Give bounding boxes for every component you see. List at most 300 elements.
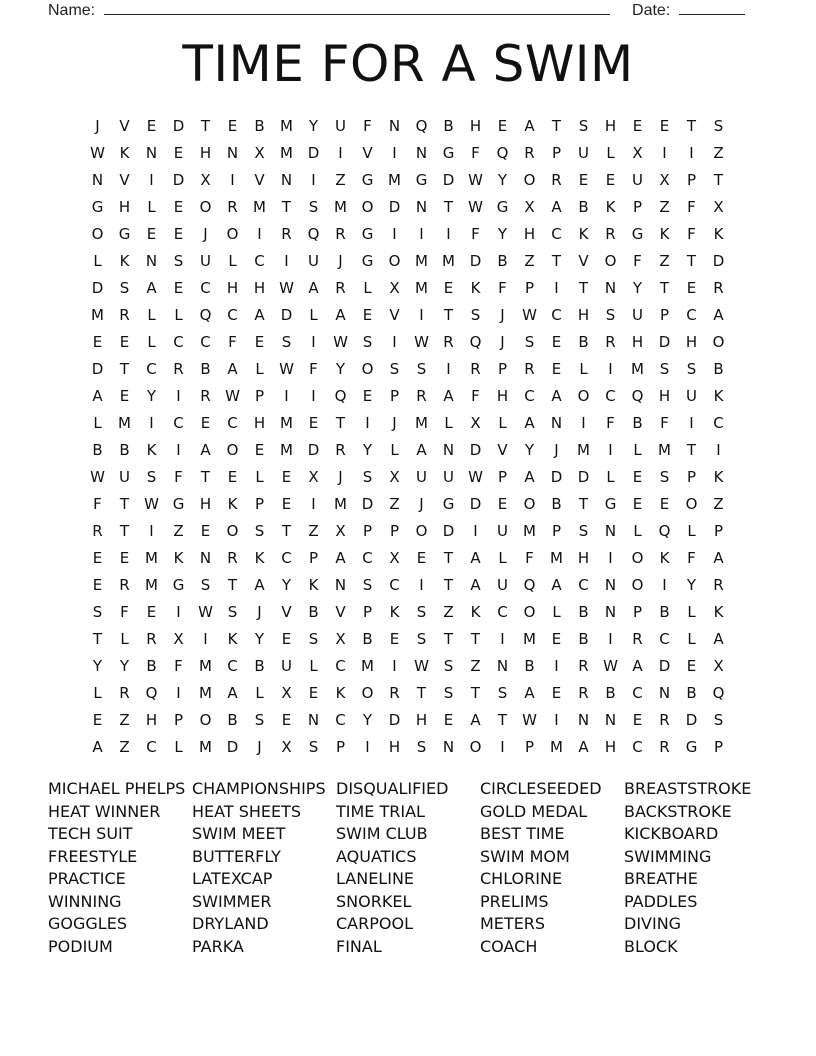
grid-letter[interactable]: S xyxy=(200,575,211,594)
grid-letter[interactable]: B xyxy=(551,494,562,513)
grid-letter[interactable]: S xyxy=(254,710,265,729)
grid-letter[interactable]: U xyxy=(335,116,346,135)
grid-letter[interactable]: A xyxy=(92,386,103,405)
grid-letter[interactable]: N xyxy=(442,440,455,459)
grid-letter[interactable]: F xyxy=(471,386,480,405)
grid-letter[interactable]: G xyxy=(415,170,428,189)
grid-letter[interactable]: B xyxy=(686,683,697,702)
grid-letter[interactable]: L xyxy=(93,251,102,270)
grid-letter[interactable]: H xyxy=(118,197,131,216)
grid-letter[interactable]: O xyxy=(226,440,239,459)
grid-letter[interactable]: D xyxy=(361,494,374,513)
grid-letter[interactable]: M xyxy=(145,548,158,567)
grid-letter[interactable]: V xyxy=(281,602,292,621)
grid-letter[interactable]: N xyxy=(604,278,617,297)
grid-letter[interactable]: H xyxy=(604,116,617,135)
grid-letter[interactable]: R xyxy=(281,224,292,243)
grid-letter[interactable]: Q xyxy=(334,386,347,405)
grid-letter[interactable]: A xyxy=(470,710,481,729)
grid-letter[interactable]: C xyxy=(227,413,238,432)
grid-letter[interactable]: N xyxy=(604,575,617,594)
grid-letter[interactable]: A xyxy=(335,305,346,324)
grid-letter[interactable]: I xyxy=(392,224,397,243)
grid-letter[interactable]: Q xyxy=(199,305,212,324)
grid-letter[interactable]: N xyxy=(415,197,428,216)
grid-letter[interactable]: L xyxy=(174,305,183,324)
grid-letter[interactable]: M xyxy=(280,440,293,459)
grid-letter[interactable]: C xyxy=(200,278,211,297)
grid-letter[interactable]: J xyxy=(392,413,397,432)
grid-letter[interactable]: B xyxy=(578,332,589,351)
grid-letter[interactable]: H xyxy=(388,737,401,756)
grid-letter[interactable]: T xyxy=(443,575,454,594)
grid-letter[interactable]: G xyxy=(442,143,455,162)
grid-letter[interactable]: A xyxy=(713,629,724,648)
grid-letter[interactable]: B xyxy=(92,440,103,459)
grid-letter[interactable]: O xyxy=(523,494,536,513)
grid-letter[interactable]: X xyxy=(308,467,319,486)
grid-letter[interactable]: H xyxy=(469,116,482,135)
grid-letter[interactable]: S xyxy=(389,359,400,378)
grid-letter[interactable]: A xyxy=(578,737,589,756)
grid-letter[interactable]: C xyxy=(659,629,670,648)
grid-letter[interactable]: M xyxy=(280,413,293,432)
grid-letter[interactable]: A xyxy=(335,548,346,567)
grid-letter[interactable]: A xyxy=(524,413,535,432)
grid-letter[interactable]: Z xyxy=(713,494,724,513)
grid-letter[interactable]: Y xyxy=(308,116,319,135)
grid-letter[interactable]: X xyxy=(632,143,643,162)
grid-letter[interactable]: N xyxy=(334,575,347,594)
grid-letter[interactable]: G xyxy=(631,224,644,243)
grid-letter[interactable]: B xyxy=(254,116,265,135)
grid-letter[interactable]: S xyxy=(686,359,697,378)
grid-letter[interactable]: W xyxy=(90,143,105,162)
grid-letter[interactable]: E xyxy=(227,467,238,486)
grid-letter[interactable]: H xyxy=(577,548,590,567)
grid-letter[interactable]: F xyxy=(309,359,318,378)
grid-letter[interactable]: N xyxy=(145,251,158,270)
grid-letter[interactable]: K xyxy=(389,602,400,621)
grid-letter[interactable]: E xyxy=(443,278,454,297)
grid-letter[interactable]: D xyxy=(172,116,185,135)
grid-letter[interactable]: K xyxy=(470,602,481,621)
grid-letter[interactable]: K xyxy=(659,548,670,567)
grid-letter[interactable]: G xyxy=(496,197,509,216)
grid-letter[interactable]: E xyxy=(362,305,373,324)
grid-letter[interactable]: L xyxy=(498,413,507,432)
grid-letter[interactable]: L xyxy=(255,359,264,378)
grid-letter[interactable]: D xyxy=(388,710,401,729)
grid-letter[interactable]: P xyxy=(713,521,724,540)
grid-letter[interactable]: P xyxy=(362,602,373,621)
grid-letter[interactable]: S xyxy=(443,683,454,702)
grid-letter[interactable]: W xyxy=(333,332,348,351)
grid-letter[interactable]: G xyxy=(685,737,698,756)
grid-letter[interactable]: E xyxy=(92,575,103,594)
grid-letter[interactable]: L xyxy=(309,656,318,675)
grid-letter[interactable]: R xyxy=(119,683,130,702)
grid-letter[interactable]: C xyxy=(254,251,265,270)
grid-letter[interactable]: L xyxy=(255,683,264,702)
grid-letter[interactable]: W xyxy=(279,359,294,378)
grid-letter[interactable]: J xyxy=(203,224,208,243)
grid-letter[interactable]: O xyxy=(631,548,644,567)
grid-letter[interactable]: J xyxy=(419,494,424,513)
grid-letter[interactable]: D xyxy=(307,440,320,459)
grid-letter[interactable]: E xyxy=(227,116,238,135)
grid-letter[interactable]: H xyxy=(199,143,212,162)
grid-letter[interactable]: E xyxy=(119,548,130,567)
grid-letter[interactable]: S xyxy=(443,656,454,675)
grid-letter[interactable]: N xyxy=(604,521,617,540)
grid-letter[interactable]: N xyxy=(307,710,320,729)
grid-letter[interactable]: M xyxy=(550,548,563,567)
grid-letter[interactable]: O xyxy=(415,521,428,540)
grid-letter[interactable]: E xyxy=(92,332,103,351)
grid-letter[interactable]: H xyxy=(226,278,239,297)
grid-letter[interactable]: V xyxy=(335,602,346,621)
grid-letter[interactable]: W xyxy=(198,602,213,621)
grid-letter[interactable]: H xyxy=(199,494,212,513)
grid-letter[interactable]: I xyxy=(176,683,181,702)
grid-letter[interactable]: S xyxy=(146,467,157,486)
grid-letter[interactable]: A xyxy=(146,278,157,297)
grid-letter[interactable]: S xyxy=(578,116,589,135)
grid-letter[interactable]: T xyxy=(200,467,211,486)
grid-letter[interactable]: D xyxy=(388,197,401,216)
grid-letter[interactable]: U xyxy=(308,251,319,270)
grid-letter[interactable]: E xyxy=(308,683,319,702)
grid-letter[interactable]: I xyxy=(662,143,667,162)
grid-letter[interactable]: A xyxy=(254,305,265,324)
grid-letter[interactable]: P xyxy=(335,737,346,756)
grid-letter[interactable]: R xyxy=(200,386,211,405)
grid-letter[interactable]: R xyxy=(632,629,643,648)
grid-letter[interactable]: A xyxy=(524,683,535,702)
grid-letter[interactable]: H xyxy=(658,386,671,405)
grid-letter[interactable]: E xyxy=(632,494,643,513)
grid-letter[interactable]: N xyxy=(415,143,428,162)
grid-letter[interactable]: P xyxy=(524,737,535,756)
grid-letter[interactable]: X xyxy=(254,143,265,162)
grid-letter[interactable]: B xyxy=(443,116,454,135)
grid-letter[interactable]: E xyxy=(686,278,697,297)
grid-letter[interactable]: S xyxy=(173,251,184,270)
grid-letter[interactable]: A xyxy=(713,548,724,567)
grid-letter[interactable]: O xyxy=(91,224,104,243)
grid-letter[interactable]: J xyxy=(500,332,505,351)
grid-letter[interactable]: F xyxy=(174,656,183,675)
grid-letter[interactable]: L xyxy=(228,251,237,270)
grid-letter[interactable]: I xyxy=(446,224,451,243)
grid-letter[interactable]: D xyxy=(442,170,455,189)
grid-letter[interactable]: R xyxy=(605,224,616,243)
grid-letter[interactable]: H xyxy=(577,305,590,324)
grid-letter[interactable]: E xyxy=(632,467,643,486)
grid-letter[interactable]: O xyxy=(577,386,590,405)
grid-letter[interactable]: B xyxy=(713,359,724,378)
grid-letter[interactable]: X xyxy=(713,656,724,675)
grid-letter[interactable]: R xyxy=(416,386,427,405)
grid-letter[interactable]: I xyxy=(500,737,505,756)
grid-letter[interactable]: W xyxy=(90,467,105,486)
grid-letter[interactable]: I xyxy=(149,170,154,189)
grid-letter[interactable]: S xyxy=(416,737,427,756)
grid-letter[interactable]: B xyxy=(146,656,157,675)
grid-letter[interactable]: S xyxy=(254,521,265,540)
grid-letter[interactable]: I xyxy=(392,143,397,162)
grid-letter[interactable]: S xyxy=(281,332,292,351)
grid-letter[interactable]: C xyxy=(200,332,211,351)
grid-letter[interactable]: I xyxy=(230,170,235,189)
grid-letter[interactable]: M xyxy=(334,197,347,216)
grid-letter[interactable]: G xyxy=(361,224,374,243)
grid-letter[interactable]: S xyxy=(416,359,427,378)
grid-letter[interactable]: S xyxy=(92,602,103,621)
grid-letter[interactable]: C xyxy=(227,305,238,324)
grid-letter[interactable]: O xyxy=(685,494,698,513)
grid-letter[interactable]: I xyxy=(419,224,424,243)
grid-letter[interactable]: I xyxy=(176,440,181,459)
grid-letter[interactable]: W xyxy=(468,170,483,189)
grid-letter[interactable]: E xyxy=(146,602,157,621)
grid-letter[interactable]: U xyxy=(497,575,508,594)
grid-letter[interactable]: M xyxy=(415,251,428,270)
grid-letter[interactable]: K xyxy=(659,224,670,243)
grid-letter[interactable]: B xyxy=(497,251,508,270)
grid-letter[interactable]: R xyxy=(92,521,103,540)
grid-letter[interactable]: R xyxy=(713,575,724,594)
grid-letter[interactable]: A xyxy=(470,548,481,567)
grid-letter[interactable]: P xyxy=(308,548,319,567)
grid-letter[interactable]: B xyxy=(227,710,238,729)
grid-letter[interactable]: B xyxy=(578,629,589,648)
grid-letter[interactable]: C xyxy=(632,737,643,756)
grid-letter[interactable]: L xyxy=(147,197,156,216)
grid-letter[interactable]: I xyxy=(176,602,181,621)
grid-letter[interactable]: S xyxy=(308,737,319,756)
grid-letter[interactable]: U xyxy=(632,305,643,324)
grid-letter[interactable]: C xyxy=(389,575,400,594)
grid-letter[interactable]: S xyxy=(659,359,670,378)
grid-letter[interactable]: S xyxy=(713,710,724,729)
grid-letter[interactable]: Y xyxy=(119,656,130,675)
grid-letter[interactable]: T xyxy=(281,521,292,540)
grid-letter[interactable]: T xyxy=(686,440,697,459)
grid-letter[interactable]: T xyxy=(92,629,103,648)
grid-letter[interactable]: I xyxy=(365,737,370,756)
grid-letter[interactable]: E xyxy=(551,683,562,702)
grid-letter[interactable]: O xyxy=(199,710,212,729)
grid-letter[interactable]: C xyxy=(632,683,643,702)
grid-letter[interactable]: S xyxy=(119,278,130,297)
grid-letter[interactable]: A xyxy=(551,386,562,405)
grid-letter[interactable]: J xyxy=(338,467,343,486)
grid-letter[interactable]: L xyxy=(255,467,264,486)
grid-letter[interactable]: R xyxy=(551,170,562,189)
grid-letter[interactable]: I xyxy=(311,494,316,513)
grid-letter[interactable]: Q xyxy=(631,386,644,405)
grid-letter[interactable]: F xyxy=(471,143,480,162)
grid-letter[interactable]: O xyxy=(604,251,617,270)
grid-letter[interactable]: W xyxy=(225,386,240,405)
grid-letter[interactable]: W xyxy=(603,656,618,675)
grid-letter[interactable]: T xyxy=(713,170,724,189)
grid-letter[interactable]: K xyxy=(713,224,724,243)
grid-letter[interactable]: I xyxy=(392,656,397,675)
grid-letter[interactable]: P xyxy=(362,521,373,540)
grid-letter[interactable]: O xyxy=(199,197,212,216)
grid-letter[interactable]: V xyxy=(119,116,130,135)
grid-letter[interactable]: M xyxy=(199,683,212,702)
grid-letter[interactable]: T xyxy=(686,251,697,270)
grid-letter[interactable]: T xyxy=(416,683,427,702)
grid-letter[interactable]: C xyxy=(146,359,157,378)
grid-letter[interactable]: Y xyxy=(254,629,265,648)
grid-letter[interactable]: S xyxy=(605,305,616,324)
grid-letter[interactable]: P xyxy=(497,359,508,378)
grid-letter[interactable]: V xyxy=(497,440,508,459)
grid-letter[interactable]: S xyxy=(308,629,319,648)
grid-letter[interactable]: B xyxy=(308,602,319,621)
grid-letter[interactable]: M xyxy=(253,197,266,216)
grid-letter[interactable]: P xyxy=(389,386,400,405)
grid-letter[interactable]: H xyxy=(253,413,266,432)
grid-letter[interactable]: R xyxy=(119,575,130,594)
grid-letter[interactable]: A xyxy=(551,575,562,594)
grid-letter[interactable]: L xyxy=(579,359,588,378)
grid-letter[interactable]: G xyxy=(172,494,185,513)
grid-letter[interactable]: L xyxy=(687,602,696,621)
grid-letter[interactable]: M xyxy=(388,170,401,189)
grid-letter[interactable]: N xyxy=(388,116,401,135)
grid-letter[interactable]: W xyxy=(414,332,429,351)
grid-letter[interactable]: U xyxy=(632,170,643,189)
grid-letter[interactable]: G xyxy=(172,575,185,594)
grid-letter[interactable]: W xyxy=(468,197,483,216)
grid-letter[interactable]: P xyxy=(497,467,508,486)
grid-letter[interactable]: E xyxy=(686,656,697,675)
grid-letter[interactable]: I xyxy=(419,575,424,594)
grid-letter[interactable]: I xyxy=(608,629,613,648)
grid-letter[interactable]: F xyxy=(93,494,102,513)
grid-letter[interactable]: B xyxy=(362,629,373,648)
grid-letter[interactable]: P xyxy=(173,710,184,729)
grid-letter[interactable]: L xyxy=(498,548,507,567)
grid-letter[interactable]: P xyxy=(524,278,535,297)
grid-letter[interactable]: P xyxy=(686,467,697,486)
grid-letter[interactable]: O xyxy=(226,521,239,540)
grid-letter[interactable]: S xyxy=(416,602,427,621)
grid-letter[interactable]: P xyxy=(551,143,562,162)
grid-letter[interactable]: D xyxy=(91,359,104,378)
grid-letter[interactable]: E xyxy=(146,224,157,243)
grid-letter[interactable]: P xyxy=(254,386,265,405)
grid-letter[interactable]: Z xyxy=(308,521,319,540)
grid-letter[interactable]: D xyxy=(226,737,239,756)
grid-letter[interactable]: A xyxy=(524,467,535,486)
grid-letter[interactable]: E xyxy=(632,116,643,135)
grid-letter[interactable]: A xyxy=(308,278,319,297)
grid-letter[interactable]: T xyxy=(686,116,697,135)
grid-letter[interactable]: Z xyxy=(524,251,535,270)
grid-letter[interactable]: Z xyxy=(713,143,724,162)
grid-letter[interactable]: Y xyxy=(362,440,373,459)
grid-letter[interactable]: S xyxy=(578,521,589,540)
grid-letter[interactable]: E xyxy=(173,197,184,216)
grid-letter[interactable]: S xyxy=(308,197,319,216)
grid-letter[interactable]: H xyxy=(685,332,698,351)
grid-letter[interactable]: X xyxy=(200,170,211,189)
grid-letter[interactable]: A xyxy=(524,116,535,135)
grid-letter[interactable]: Z xyxy=(389,494,400,513)
grid-letter[interactable]: I xyxy=(311,386,316,405)
grid-letter[interactable]: C xyxy=(551,224,562,243)
grid-letter[interactable]: T xyxy=(443,629,454,648)
grid-letter[interactable]: T xyxy=(227,575,238,594)
grid-letter[interactable]: X xyxy=(713,197,724,216)
grid-letter[interactable]: E xyxy=(659,494,670,513)
grid-letter[interactable]: R xyxy=(524,143,535,162)
grid-letter[interactable]: D xyxy=(469,440,482,459)
grid-letter[interactable]: L xyxy=(552,602,561,621)
grid-letter[interactable]: F xyxy=(606,413,615,432)
grid-letter[interactable]: F xyxy=(660,413,669,432)
grid-letter[interactable]: Q xyxy=(658,521,671,540)
grid-letter[interactable]: A xyxy=(713,305,724,324)
grid-letter[interactable]: C xyxy=(605,386,616,405)
grid-letter[interactable]: S xyxy=(713,116,724,135)
grid-letter[interactable]: A xyxy=(227,359,238,378)
grid-letter[interactable]: K xyxy=(119,143,130,162)
grid-letter[interactable]: U xyxy=(416,467,427,486)
grid-letter[interactable]: E xyxy=(362,386,373,405)
grid-letter[interactable]: A xyxy=(227,683,238,702)
grid-letter[interactable]: P xyxy=(632,197,643,216)
grid-letter[interactable]: V xyxy=(362,143,373,162)
grid-letter[interactable]: I xyxy=(257,224,262,243)
grid-letter[interactable]: Y xyxy=(524,440,535,459)
grid-letter[interactable]: E xyxy=(200,521,211,540)
grid-letter[interactable]: N xyxy=(280,170,293,189)
grid-letter[interactable]: N xyxy=(91,170,104,189)
grid-letter[interactable]: T xyxy=(470,629,481,648)
grid-letter[interactable]: E xyxy=(497,494,508,513)
grid-letter[interactable]: F xyxy=(498,278,507,297)
grid-letter[interactable]: C xyxy=(362,548,373,567)
grid-letter[interactable]: L xyxy=(633,521,642,540)
grid-letter[interactable]: M xyxy=(280,116,293,135)
grid-letter[interactable]: K xyxy=(308,575,319,594)
grid-letter[interactable]: S xyxy=(362,332,373,351)
grid-letter[interactable]: D xyxy=(658,332,671,351)
grid-letter[interactable]: R xyxy=(146,629,157,648)
grid-letter[interactable]: M xyxy=(199,656,212,675)
grid-letter[interactable]: D xyxy=(469,251,482,270)
grid-letter[interactable]: S xyxy=(416,629,427,648)
grid-letter[interactable]: Q xyxy=(712,683,725,702)
grid-letter[interactable]: I xyxy=(419,305,424,324)
grid-letter[interactable]: I xyxy=(311,332,316,351)
grid-letter[interactable]: F xyxy=(525,548,534,567)
grid-letter[interactable]: A xyxy=(470,575,481,594)
grid-letter[interactable]: Q xyxy=(145,683,158,702)
grid-letter[interactable]: R xyxy=(605,332,616,351)
grid-letter[interactable]: O xyxy=(469,737,482,756)
grid-letter[interactable]: U xyxy=(497,521,508,540)
grid-letter[interactable]: K xyxy=(578,224,589,243)
